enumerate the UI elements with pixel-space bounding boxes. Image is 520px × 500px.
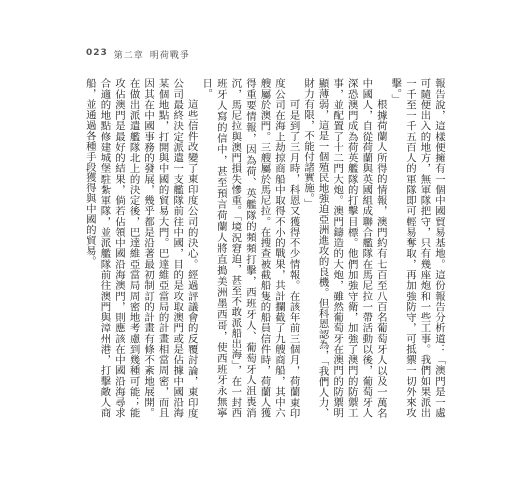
- paragraph-4: 這些信件改變了東印度公司的決心。經過評議會的反覆討論，東印度公司最終決定派遣一支艦隊前往中國，目的是攻取澳門或是佔據中國沿海某個地點，打開與中國的貿易大門。巴達維亞當局的計畫相當周密，而且因其在中國事務的發展，幾乎都是沿著最初制訂的計畫有條不紊地展開。在做出派遣艦隊北上的決定後，巴達維亞當局周密地考慮到幾種可能；能攻佔澳門是最好的結果，倘若佔領中國沿海澳門，則應該在中國沿海尋求合適的地點修建城堡駐紮軍隊，並派艦隊前往澳門與漳州港，打擊敵人商船，並通過各種手段獲得與中國的貿易。: [83, 78, 198, 418]
- paragraph-3: 可是到了三月時，科恩又獲得不少情報。在該年前三個月，荷蘭東印度公司在海上劫掠商船中取得不小的戰果，共計攔截了九艘商船，其中六艘屬於澳門。三艘屬於馬尼拉。在搜查被截船隻的船員信件時，荷蘭人獲得重要情報，因為荷、英艦隊的頻頻打擊，西班牙人、葡萄牙人沮喪消沉，馬尼拉與澳門損失慘重。「境況窘迫，甚至不敢派船出海」，在一封西班牙人寫的信中，甚至預言荷蘭人將直搗美洲墨西哥，使西班牙永無寧日。: [200, 78, 300, 418]
- page-body: [83, 78, 446, 418]
- vertical-text-block: [83, 78, 446, 418]
- paragraph-1: 報告說，這樣便擁有一個中國貿易基地。這份報告分析道：「澳門是一處可隨便出入的地方，無軍隊把守，只有幾座炮和一些工事。我們如果派出一千至一千五百人的軍隊即可輕易奪取，再加強防守，可抵禦一切外來攻擊。」: [389, 78, 445, 418]
- page-number: 023: [86, 48, 108, 58]
- chapter-label: 第二章: [113, 51, 144, 61]
- paragraph-2: 根據荷蘭人所得的情報，澳門約有七百至八百名葡萄牙人以及一萬名中國人，自從荷蘭與英國組成聯合艦隊在馬尼拉一帶活動以後，葡萄牙人深恐澳門成為荷英艦隊的打擊目標。他們加強守衛，加強了澳門的防禦工事，並配置了十二門大炮。澳門鑄造的大炮，雖然葡萄牙在澳門的防禦明顯薄弱，這是一個殖民地強迫亞洲進攻的良機。但科恩認為，「我們人力、財力有限，不能付諸實施。」: [302, 78, 387, 418]
- chapter-title: 明荷戰爭: [149, 51, 190, 61]
- running-header: [86, 48, 190, 61]
